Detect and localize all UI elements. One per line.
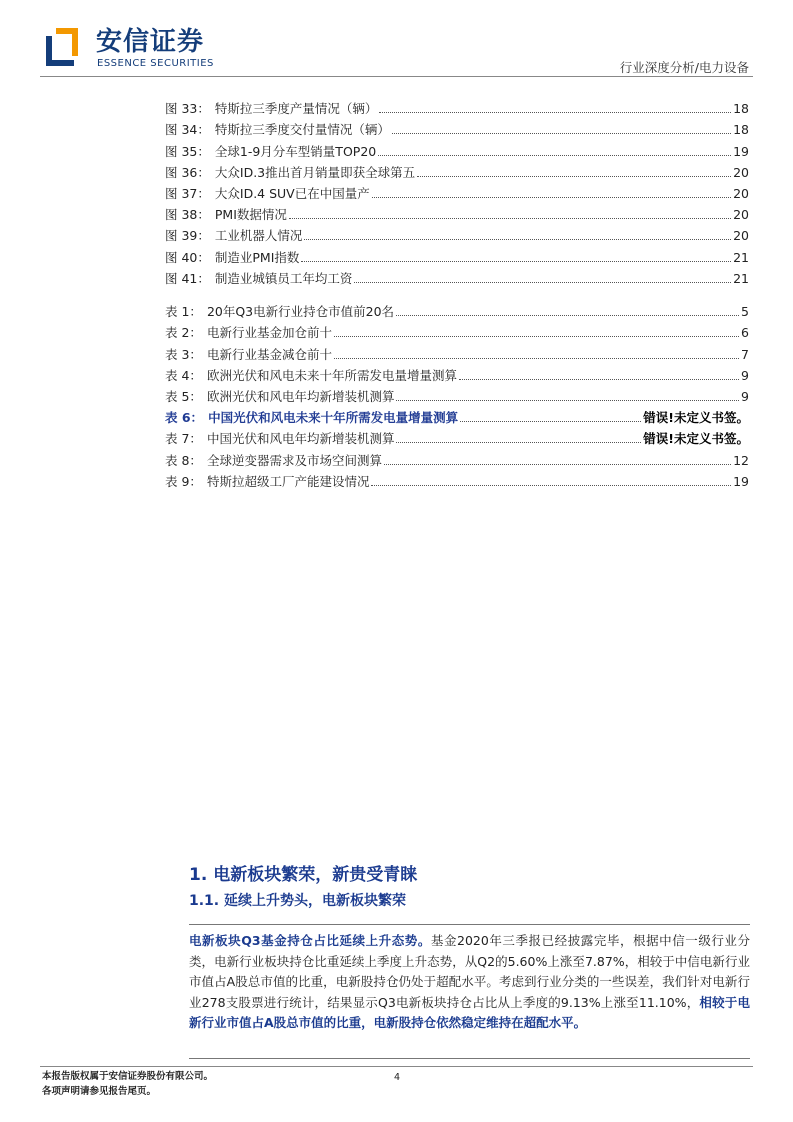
figure-index-entry-title: 特斯拉三季度产量情况（辆） bbox=[214, 101, 378, 117]
figure-index-entry-label bbox=[165, 101, 377, 117]
table-index-entry-label bbox=[165, 453, 382, 469]
dot-leader bbox=[392, 133, 731, 134]
table-index-entry-number: 表 9： bbox=[165, 473, 202, 489]
figure-index-entry-label bbox=[165, 228, 302, 244]
copyright-notice: 本报告版权属于安信证券股份有限公司。 bbox=[42, 1071, 214, 1082]
figure-index-entry-page: 19 bbox=[733, 143, 749, 159]
table-index-entry-number: 表 2： bbox=[165, 325, 202, 341]
figure-index-entry-number: 图 34： bbox=[165, 122, 210, 138]
table-index-entry[interactable] bbox=[165, 384, 749, 405]
dot-leader bbox=[417, 176, 731, 177]
figure-index-entry[interactable] bbox=[165, 117, 749, 138]
dot-leader bbox=[378, 155, 731, 156]
paragraph-body: 基金2020年三季报已经披露完毕，根据中信一级行业分类，电新行业板块持仓比重延续上季度上升态势，从Q2的5.60%上涨至7.87%，相较于中信电新行业市值占A股总市值的比重，电新股持仓仍处于超配水平。考虑到行业分类的一些误差，我们针对电新行业278支股票进行统计，结果显示Q3电新板块持仓占比从上季度的9.13%上涨至11.10%， bbox=[189, 933, 750, 1010]
table-index-entry-title: 欧洲光伏和风电未来十年所需发电量增量测算 bbox=[206, 367, 457, 383]
table-index-entry-label bbox=[165, 347, 332, 363]
table-index-entry-label bbox=[165, 431, 394, 447]
table-index-entry-label bbox=[165, 304, 394, 320]
table-index-entry[interactable] bbox=[165, 405, 749, 426]
dot-leader bbox=[379, 112, 731, 113]
table-index-entry-page: 错误!未定义书签。 bbox=[643, 410, 749, 426]
table-index-entry-title: 中国光伏和风电未来十年所需发电量增量测算 bbox=[208, 410, 459, 426]
dot-leader bbox=[354, 282, 731, 283]
figure-index-entry[interactable] bbox=[165, 244, 749, 265]
figure-index-entry-title: PMI数据情况 bbox=[214, 207, 287, 223]
figure-index-entry-number: 图 38： bbox=[165, 207, 210, 223]
logo-chinese-name: 安信证券 bbox=[96, 27, 205, 57]
table-index-entry-title: 中国光伏和风电年均新增装机测算 bbox=[206, 431, 395, 447]
figure-index-entry[interactable] bbox=[165, 181, 749, 202]
figure-index-entry-label bbox=[165, 207, 287, 223]
table-index-entry-label bbox=[165, 410, 458, 426]
figure-index-entry[interactable] bbox=[165, 202, 749, 223]
report-category: 行业深度分析/电力设备 bbox=[619, 60, 749, 75]
figure-index-entry-title: 制造业城镇员工年均工资 bbox=[214, 270, 353, 286]
figure-index-entry-number: 图 39： bbox=[165, 228, 210, 244]
figure-index-entry-number: 图 37： bbox=[165, 185, 210, 201]
table-index-entry-title: 全球逆变器需求及市场空间测算 bbox=[206, 452, 382, 468]
table-index-entry-number: 表 4： bbox=[165, 367, 202, 383]
table-index-entry-page: 9 bbox=[741, 388, 749, 404]
figure-index-entry-label bbox=[165, 165, 415, 181]
dot-leader bbox=[334, 358, 739, 359]
figure-index-entry-label bbox=[165, 186, 370, 202]
table-index-entry-number: 表 3： bbox=[165, 346, 202, 362]
table-index-entry-label bbox=[165, 368, 457, 384]
dot-leader bbox=[301, 261, 731, 262]
dot-leader bbox=[304, 239, 731, 240]
logo-english-name: ESSENCE SECURITIES bbox=[97, 58, 214, 69]
figure-index-entry-page: 18 bbox=[733, 122, 749, 138]
figure-index-entry-page: 21 bbox=[733, 270, 749, 286]
table-index-entry-page: 7 bbox=[741, 346, 749, 362]
figure-index-entry-page: 20 bbox=[733, 228, 749, 244]
table-index-entry-number: 表 8： bbox=[165, 452, 202, 468]
table-index-list bbox=[165, 299, 749, 490]
table-index-entry-number: 表 1： bbox=[165, 304, 202, 320]
dot-leader bbox=[384, 464, 731, 465]
figure-index-entry-label bbox=[165, 122, 390, 138]
dot-leader bbox=[371, 485, 731, 486]
table-index-entry-label bbox=[165, 474, 369, 490]
figure-index-entry-number: 图 33： bbox=[165, 101, 210, 117]
figure-index-entry-page: 18 bbox=[733, 101, 749, 117]
paragraph-lead: 电新板块Q3基金持仓占比延续上升态势。 bbox=[189, 933, 431, 948]
section-heading: 1. 电新板块繁荣，新贵受青睐 bbox=[189, 865, 418, 885]
figure-index-entry[interactable] bbox=[165, 138, 749, 159]
figure-index-entry-label bbox=[165, 250, 299, 266]
paragraph-bottom-rule bbox=[189, 1058, 750, 1059]
figure-index-entry-label bbox=[165, 271, 352, 287]
page-number: 4 bbox=[394, 1072, 401, 1083]
figure-index-list bbox=[165, 96, 749, 287]
figure-index-entry-title: 全球1-9月分车型销量TOP20 bbox=[214, 143, 377, 159]
dot-leader bbox=[396, 400, 739, 401]
figure-index-entry-number: 图 35： bbox=[165, 143, 210, 159]
figure-index-entry-page: 20 bbox=[733, 164, 749, 180]
table-index-entry-label bbox=[165, 325, 332, 341]
table-index-entry-page: 9 bbox=[741, 367, 749, 383]
table-index-entry-title: 欧洲光伏和风电年均新增装机测算 bbox=[206, 388, 395, 404]
figure-index-entry-title: 特斯拉三季度交付量情况（辆） bbox=[214, 122, 390, 138]
table-index-entry[interactable] bbox=[165, 363, 749, 384]
table-index-entry[interactable] bbox=[165, 426, 749, 447]
dot-leader bbox=[396, 442, 641, 443]
table-index-entry-title: 电新行业基金减仓前十 bbox=[206, 346, 332, 362]
figure-index-entry[interactable] bbox=[165, 266, 749, 287]
dot-leader bbox=[372, 197, 731, 198]
essence-logo-icon bbox=[44, 24, 80, 68]
figure-index-entry-number: 图 40： bbox=[165, 249, 210, 265]
footer-divider bbox=[40, 1066, 753, 1067]
body-paragraph bbox=[189, 931, 750, 1034]
figure-index-entry[interactable] bbox=[165, 96, 749, 117]
paragraph-top-rule bbox=[189, 924, 750, 925]
dot-leader bbox=[334, 336, 739, 337]
table-index-entry-label bbox=[165, 389, 394, 405]
disclaimer-notice: 各项声明请参见报告尾页。 bbox=[42, 1086, 157, 1097]
subsection-heading: 1.1. 延续上升势头，电新板块繁荣 bbox=[189, 893, 406, 909]
figure-index-entry-page: 20 bbox=[733, 207, 749, 223]
table-index-entry-page: 5 bbox=[741, 304, 749, 320]
dot-leader bbox=[460, 421, 641, 422]
table-index-entry-title: 特斯拉超级工厂产能建设情况 bbox=[206, 473, 370, 489]
figure-index-entry-number: 图 36： bbox=[165, 164, 210, 180]
figure-index-entry-title: 大众ID.4 SUV已在中国量产 bbox=[214, 185, 370, 201]
table-index-entry-number: 表 7： bbox=[165, 431, 202, 447]
figure-index-entry-page: 20 bbox=[733, 185, 749, 201]
dot-leader bbox=[459, 379, 739, 380]
table-index-entry[interactable] bbox=[165, 320, 749, 341]
figure-index-entry-label bbox=[165, 144, 376, 160]
table-index-entry[interactable] bbox=[165, 341, 749, 362]
figure-index-entry[interactable] bbox=[165, 160, 749, 181]
figure-index-entry-title: 大众ID.3推出首月销量即获全球第五 bbox=[214, 164, 416, 180]
figure-index-entry-number: 图 41： bbox=[165, 270, 210, 286]
header-divider bbox=[40, 76, 753, 77]
figure-index-entry-page: 21 bbox=[733, 249, 749, 265]
table-index-entry[interactable] bbox=[165, 447, 749, 468]
figure-index-entry-title: 工业机器人情况 bbox=[214, 228, 303, 244]
dot-leader bbox=[289, 218, 731, 219]
table-index-entry-number: 表 6： bbox=[165, 410, 204, 426]
table-index-entry[interactable] bbox=[165, 469, 749, 490]
table-index-entry-page: 12 bbox=[733, 452, 749, 468]
table-index-entry-page: 错误!未定义书签。 bbox=[643, 431, 749, 447]
table-index-entry-title: 20年Q3电新行业持仓市值前20名 bbox=[206, 304, 395, 320]
table-index-entry-title: 电新行业基金加仓前十 bbox=[206, 325, 332, 341]
figure-index-entry-title: 制造业PMI指数 bbox=[214, 249, 300, 265]
table-index-entry-page: 19 bbox=[733, 473, 749, 489]
paragraph-conclusion: 相较于电新行业市值占A股总市值的比重，电新股持仓依然稳定维持在超配水平。 bbox=[189, 994, 750, 1031]
table-index-entry-page: 6 bbox=[741, 325, 749, 341]
table-index-entry-number: 表 5： bbox=[165, 388, 202, 404]
table-index-entry[interactable] bbox=[165, 299, 749, 320]
dot-leader bbox=[396, 315, 739, 316]
figure-index-entry[interactable] bbox=[165, 223, 749, 244]
